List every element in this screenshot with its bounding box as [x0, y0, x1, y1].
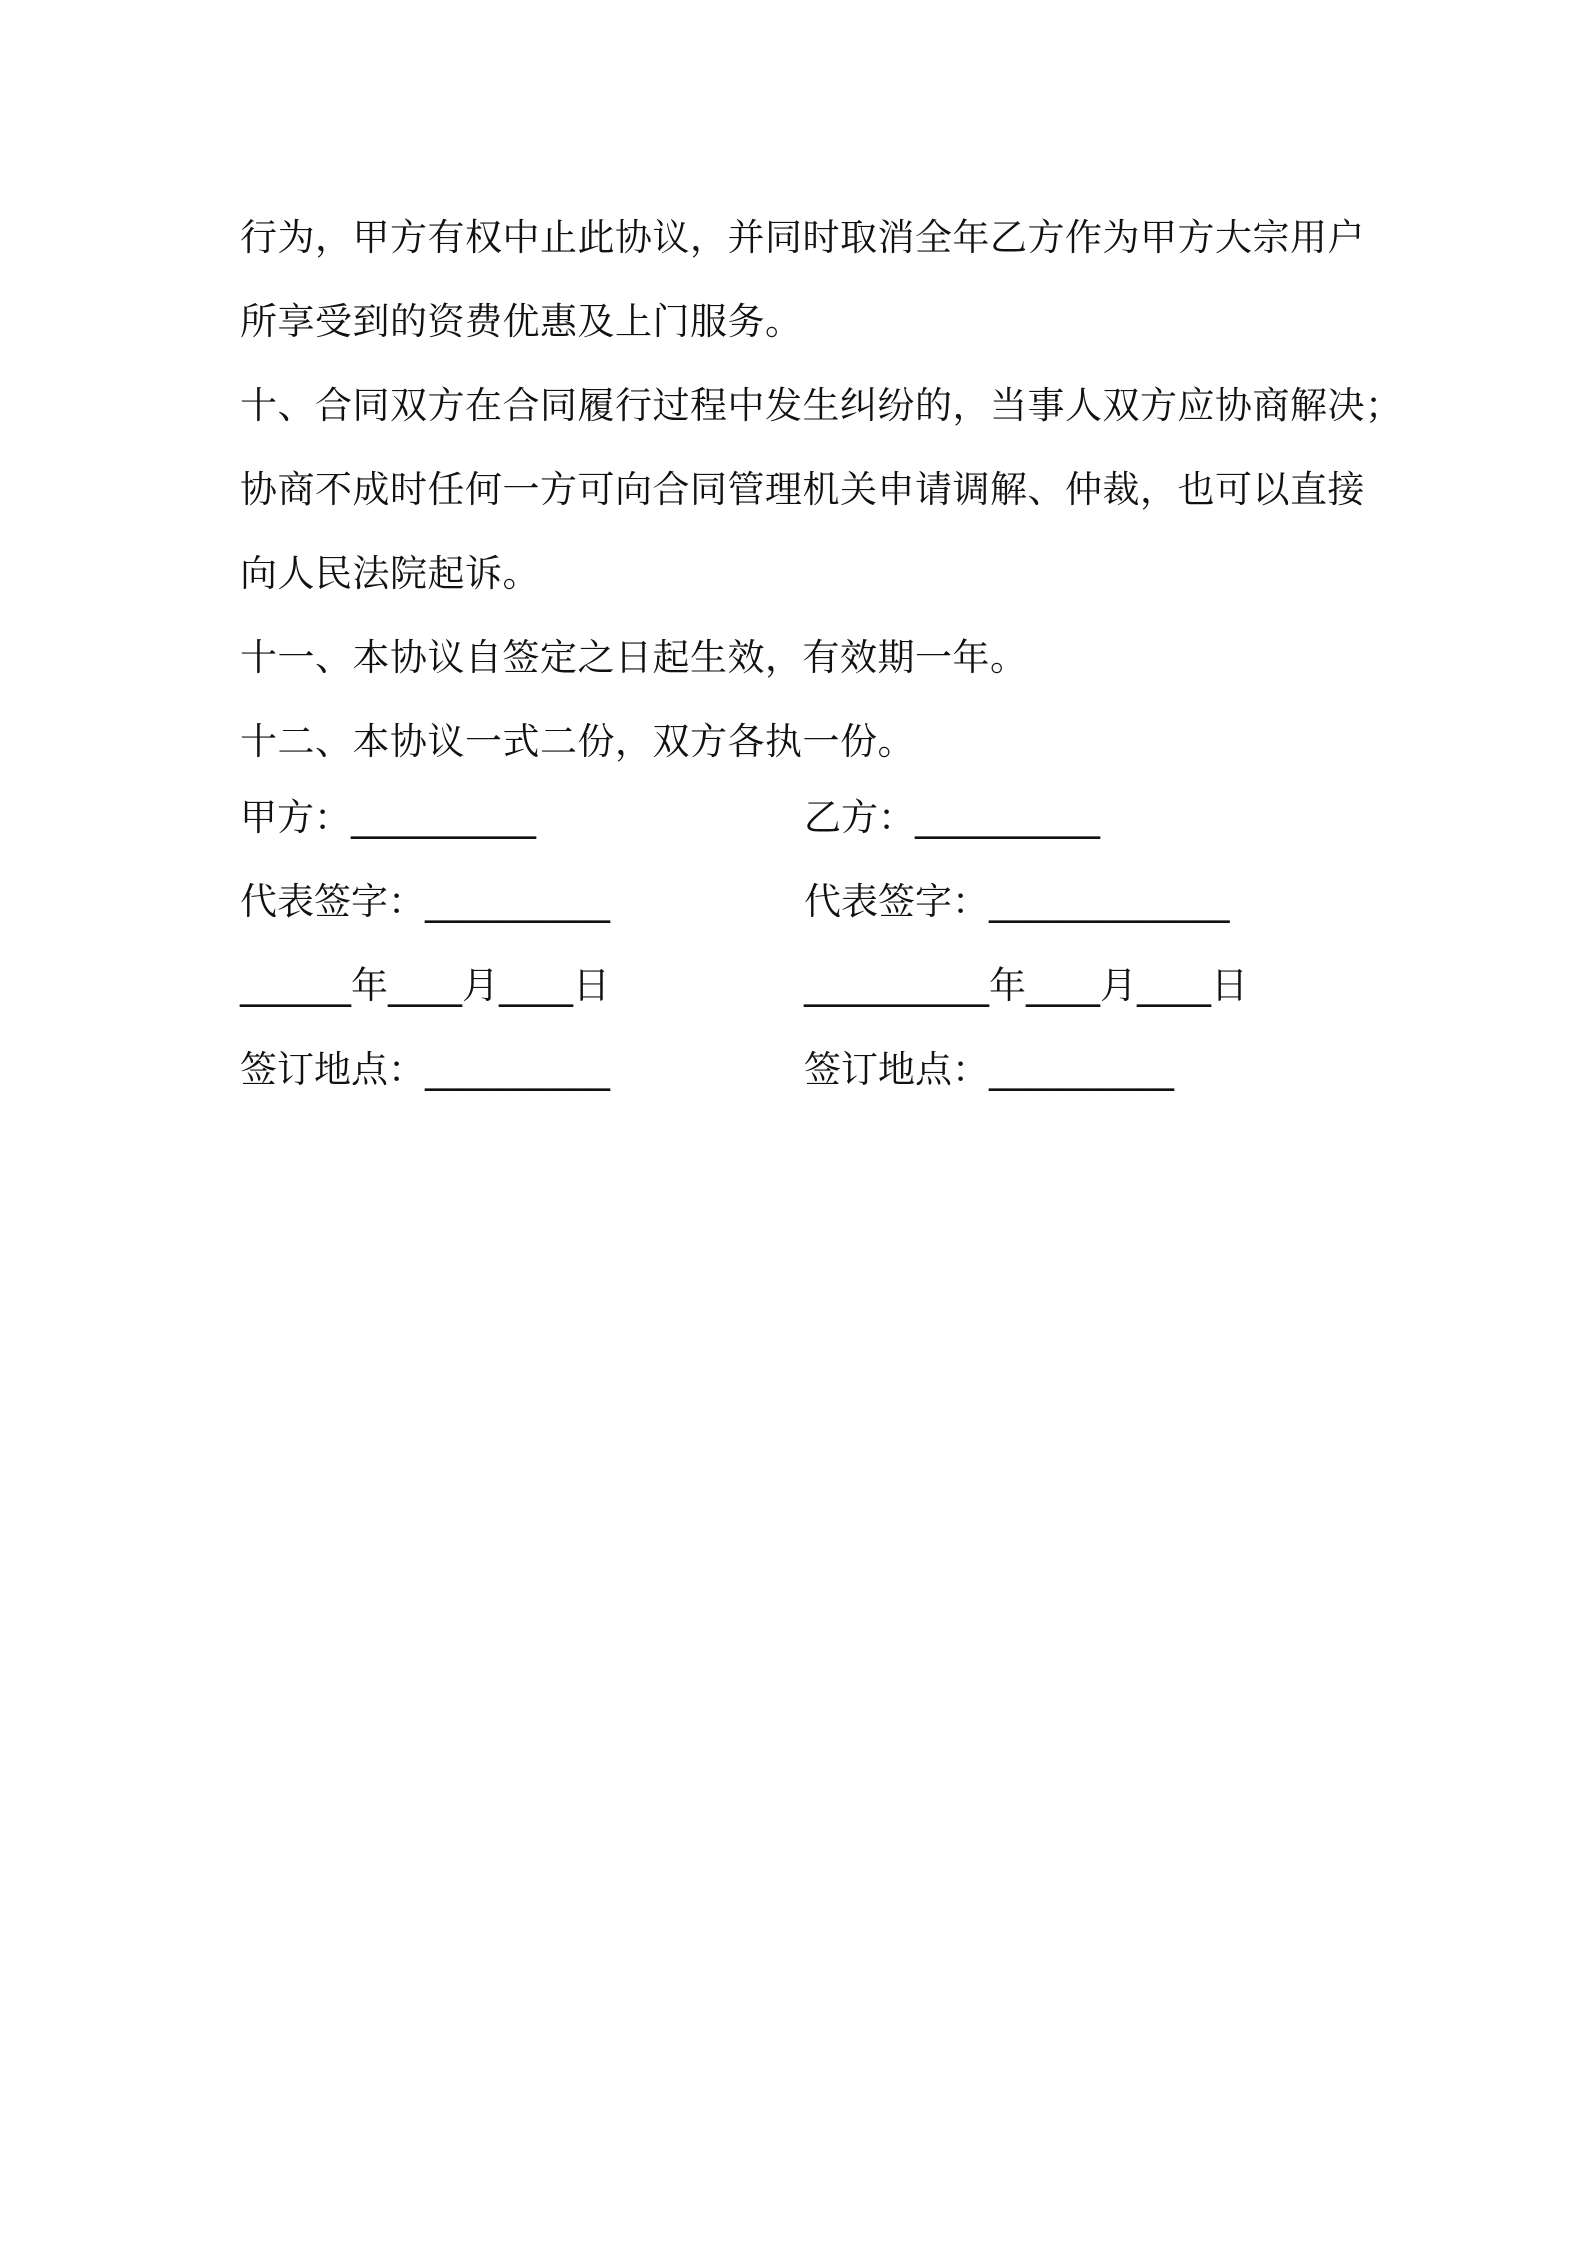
- signature-row-date: [240, 944, 1360, 1028]
- party-b-signing-place: 签订地点：__________: [804, 1048, 1174, 1091]
- party-b-label: 乙方：__________: [804, 796, 1100, 839]
- clause-10-line-2: 协商不成时任何一方可向合同管理机关申请调解、仲裁，也可以直接: [240, 468, 1365, 511]
- party-b-date: __________年____月____日: [804, 964, 1248, 1007]
- party-b-representative: 代表签字：_____________: [804, 880, 1230, 923]
- paragraph-line-2: 所享受到的资费优惠及上门服务。: [240, 300, 803, 343]
- party-a-signing-place: 签订地点：__________: [240, 1048, 610, 1091]
- signature-block: [240, 776, 1360, 1112]
- clause-10-line-3: 向人民法院起诉。: [240, 552, 540, 595]
- contract-body: [240, 196, 1403, 784]
- party-a-label: 甲方：__________: [240, 796, 536, 839]
- party-a-date: ______年____月____日: [240, 964, 610, 1007]
- clause-12: 十二、本协议一式二份，双方各执一份。: [240, 720, 915, 763]
- signature-row-party: [240, 776, 1360, 860]
- paragraph-line-1: 行为，甲方有权中止此协议，并同时取消全年乙方作为甲方大宗用户: [240, 216, 1365, 259]
- signature-row-place: [240, 1028, 1360, 1112]
- clause-10-line-1: 十、合同双方在合同履行过程中发生纠纷的，当事人双方应协商解决；: [240, 384, 1403, 427]
- signature-row-rep: [240, 860, 1360, 944]
- clause-11: 十一、本协议自签定之日起生效，有效期一年。: [240, 636, 1028, 679]
- party-a-representative: 代表签字：__________: [240, 880, 610, 923]
